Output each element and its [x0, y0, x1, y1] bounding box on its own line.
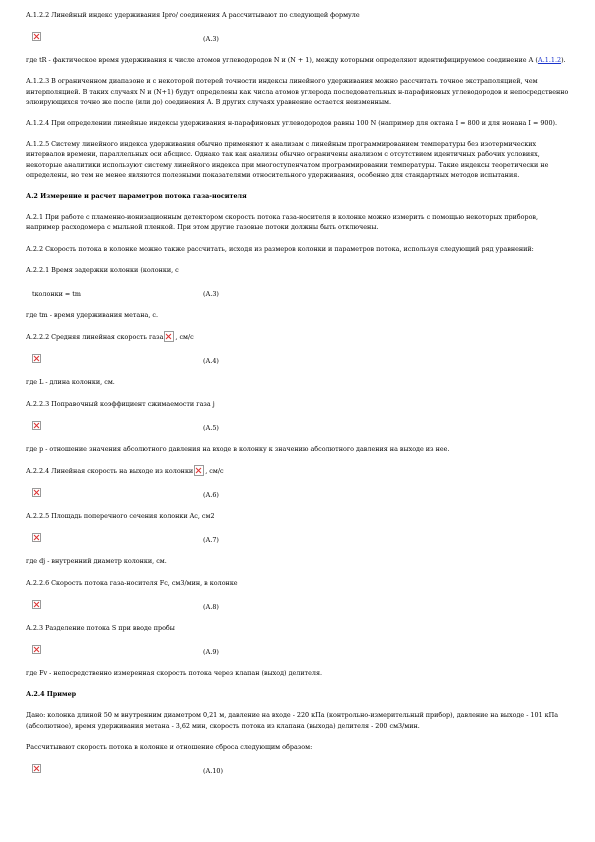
- para-a1125: А.1.2.5 Систему линейного индекса удерживания обычно применяют к анализам с линейным программированием температуры без изотермических интервалов времени, параллельных оси абсцисс. Однако так как анализы обычно ограничены анализом с отсутствием идентичных рабочих условиях, некоторые аналитики используют систему линейного индекса при многоступенчатом программировании температуры. Такие индексы теоретически не определены, но тем не менее являются полезными показателями относительного удерживания, особенно для стандартных методов испытания.: [26, 140, 549, 179]
- equation-a9: [26, 644, 569, 658]
- broken-image-icon: [32, 488, 41, 497]
- equation-number: (А.4): [203, 357, 219, 366]
- para-given: Дано: колонка длиной 50 м внутренним диаметром 0,21 м, давление на входе - 220 кПа (контрольно-измерительный прибор), давление на выходе - 101 кПа (абсолютное), время удерживания метана - 3,62 мин, скорость потока из клапана (выхода) делителя - 200 см3/мин.: [26, 711, 558, 730]
- broken-image-icon: [32, 645, 41, 654]
- equation-text: tколонки = tm: [32, 290, 81, 299]
- equation-number: (А.8): [203, 602, 219, 611]
- para-text-end: , см/с: [205, 467, 224, 476]
- para-a23: А.2.3 Разделение потока S при вводе пробы: [26, 623, 175, 632]
- heading-a24: А.2.4 Пример: [26, 690, 77, 699]
- para-a221: А.2.2.1 Время задержки колонки (колонки, с: [26, 265, 179, 274]
- equation-a7: [26, 532, 569, 546]
- broken-image-icon: [32, 533, 41, 542]
- equation-a6: [26, 487, 569, 501]
- equation-number: (А.9): [203, 648, 219, 657]
- broken-image-icon: [32, 354, 41, 363]
- para-where-tm: где tm - время удерживания метана, с.: [26, 311, 158, 320]
- para-where-p: где p - отношение значения абсолютного давления на входе в колонку к значению абсолютного давления на выходе из нее.: [26, 444, 450, 453]
- equation-number: (А.7): [203, 536, 219, 545]
- para-calc: Рассчитывают скорость потока в колонке и отношение сброса следующим образом:: [26, 742, 313, 751]
- equation-a3b: [26, 286, 569, 300]
- where-text: где tR - фактическое время удерживания к числе атомов углеводородов N и (N + 1), между которыми определяют идентифицируемое соединение А (: [26, 56, 538, 65]
- equation-a8: [26, 599, 569, 613]
- equation-number: (А.3): [203, 290, 219, 299]
- equation-a4: [26, 353, 569, 367]
- equation-number: (А.3): [203, 35, 219, 44]
- broken-image-icon: [194, 465, 204, 476]
- para-where-fv: где Fv - непосредственно измеренная скорость потока через клапан (выход) делителя.: [26, 669, 323, 678]
- para-a224: [26, 465, 569, 476]
- equation-a3: [26, 31, 569, 45]
- equation-number: (А.10): [203, 767, 223, 776]
- para-text: А.2.2.2 Средняя линейная скорость газа: [26, 333, 164, 342]
- para-text: А.2.2.4 Линейная скорость на выходе из колонки: [26, 467, 194, 476]
- equation-a10: [26, 763, 569, 777]
- para-a1124: А.1.2.4 При определении линейные индексы удерживания н-парафиновых углеводородов равны 100 N (например для октана I = 800 и для нонана I = 900).: [26, 119, 558, 128]
- para-a1122: А.1.2.2 Линейный индекс удерживания Ipro/ соединения A рассчитывают по следующей формуле: [26, 11, 360, 19]
- broken-image-icon: [32, 421, 41, 430]
- heading-a2: А.2 Измерение и расчет параметров потока газа-носителя: [26, 192, 247, 201]
- broken-image-icon: [164, 331, 174, 342]
- equation-number: (А.6): [203, 491, 219, 500]
- para-a223: А.2.2.3 Поправочный коэффициент сжимаемости газа j: [26, 399, 215, 408]
- para-a222: [26, 331, 569, 342]
- para-a225: А.2.2.5 Площадь поперечного сечения колонки Ac, см2: [26, 512, 215, 521]
- broken-image-icon: [32, 32, 41, 41]
- where-text-end: ).: [561, 56, 566, 65]
- para-a22: А.2.2 Скорость потока в колонке можно также рассчитать, исходя из размеров колонки и параметров потока, используя следующий ряд уравнений:: [26, 244, 534, 253]
- para-a1123: А.1.2.3 В ограниченном диапазоне и с некоторой потерей точности индексы линейного удерживания можно рассчитать точное экстраполяцией, чем интерполяцией. В таких случаях N и (N+1) будут определены как числа атомов углерода последовательных н-парафиновых углеводородов и непосредственно элюирующихся точно же после (или до) соединения А. В других случаях уравнение остается неизменным.: [26, 77, 569, 106]
- para-a226: А.2.2.6 Скорость потока газа-носителя Fc, см3/мин, в колонке: [26, 578, 238, 587]
- equation-a5: [26, 420, 569, 434]
- broken-image-icon: [32, 764, 41, 773]
- link-a112[interactable]: А.1.1.2: [537, 56, 562, 65]
- para-where-dj: где dj - внутренний диаметр колонки, см.: [26, 557, 167, 566]
- para-a21: А.2.1 При работе с пламенно-ионизационным детектором скорость потока газа-носителя в колонке можно измерить с помощью некоторых приборов, например расходомера с мыльной пленкой. При этом другие газовые потоки должны быть отключены.: [26, 213, 539, 232]
- broken-image-icon: [32, 600, 41, 609]
- para-where-l: где L - длина колонки, см.: [26, 378, 115, 387]
- para-text-end: , см/с: [175, 333, 194, 342]
- equation-number: (А.5): [203, 423, 219, 432]
- para-where-tr: [26, 55, 569, 65]
